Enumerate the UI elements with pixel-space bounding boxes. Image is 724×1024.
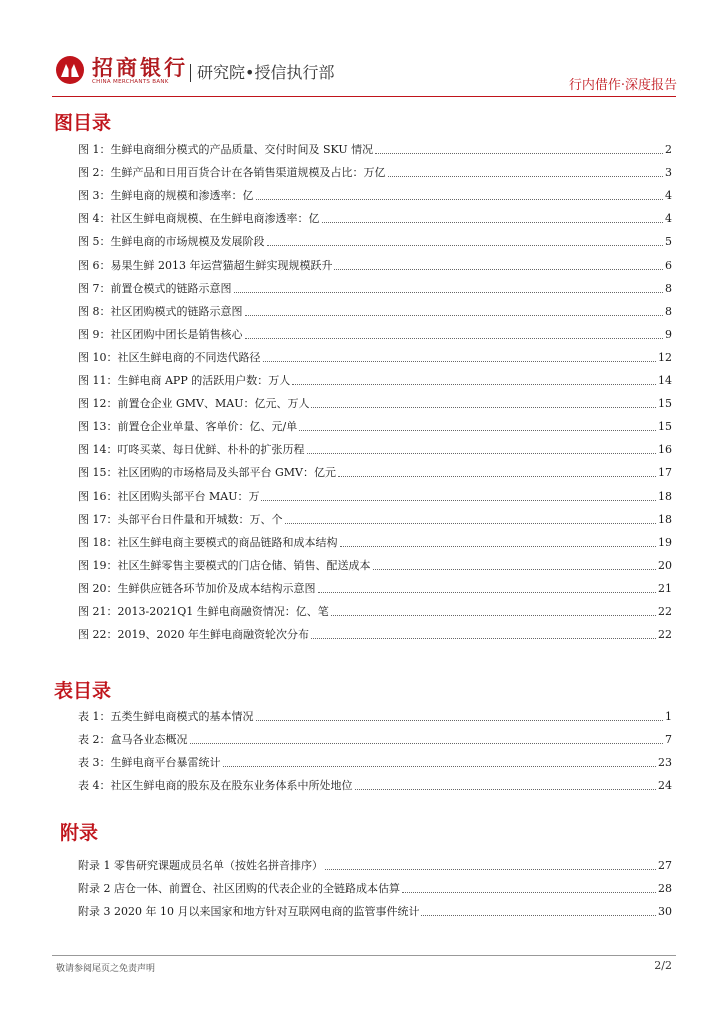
toc-entry-label: 表 3：生鲜电商平台暴雷统计 [78,756,221,770]
toc-dot-leader [331,615,656,616]
toc-dot-leader [311,407,656,408]
toc-entry-page: 22 [658,604,672,618]
toc-dot-leader [340,546,657,547]
toc-entry-page: 27 [658,859,672,873]
toc-entry-label: 图 15：社区团购的市场格局及头部平台 GMV：亿元 [78,466,336,480]
toc-entry-label: 表 2：盒马各业态概况 [78,733,188,747]
toc-entry-label: 图 2：生鲜产品和日用百货合计在各销售渠道规模及占比：万亿 [78,166,386,180]
toc-entry-label: 表 4：社区生鲜电商的股东及在股东业务体系中所处地位 [78,779,353,793]
toc-entry[interactable] [78,203,672,226]
toc-entry-page: 6 [665,258,672,272]
toc-entry-label: 图 3：生鲜电商的规模和渗透率：亿 [78,189,254,203]
toc-entry[interactable] [78,619,672,642]
toc-entry-label: 图 1：生鲜电商细分模式的产品质量、交付时间及 SKU 情况 [78,143,374,157]
toc-entry-label: 图 14：叮咚买菜、每日优鲜、朴朴的扩张历程 [78,443,305,457]
figures-title: 图目录 [54,112,112,134]
toc-entry[interactable] [78,873,672,896]
page-header [0,0,724,100]
toc-entry[interactable] [78,157,672,180]
toc-entry-label: 附录 2 店仓一体、前置仓、社区团购的代表企业的全链路成本估算 [78,882,400,896]
toc-entry[interactable] [78,573,672,596]
toc-entry[interactable] [78,770,672,793]
toc-entry-page: 4 [665,212,672,226]
toc-entry-page: 18 [658,489,672,503]
toc-dot-leader [256,199,664,200]
toc-entry-page: 3 [665,166,672,180]
toc-dot-leader [355,789,657,790]
toc-dot-leader [318,592,657,593]
toc-dot-leader [223,766,657,767]
toc-entry[interactable] [78,724,672,747]
footer-disclaimer: 敬请参阅尾页之免责声明 [56,964,156,974]
toc-dot-leader [234,292,664,293]
header-divider [52,96,676,97]
appendix-list [78,850,672,919]
toc-dot-leader [373,569,657,570]
bank-logo-icon [55,55,85,85]
toc-entry[interactable] [78,550,672,573]
toc-entry[interactable] [78,365,672,388]
toc-entry-label: 图 4：社区生鲜电商规模、在生鲜电商渗透率：亿 [78,212,320,226]
toc-entry-label: 图 8：社区团购模式的链路示意图 [78,304,243,318]
toc-entry-label: 图 16：社区团购头部平台 MAU：万 [78,489,260,503]
toc-entry-page: 19 [658,535,672,549]
toc-entry-page: 17 [658,466,672,480]
bank-name: 招商银行 [92,56,188,80]
toc-dot-leader [307,453,657,454]
toc-dot-leader [311,638,656,639]
toc-entry-page: 8 [665,281,672,295]
page-number: 2/2 [654,959,672,972]
department-name: 研究院•授信执行部 [190,64,334,82]
toc-entry[interactable] [78,273,672,296]
tables-list [78,701,672,793]
toc-entry-label: 图 22：2019、2020 年生鲜电商融资轮次分布 [78,628,309,642]
toc-dot-leader [375,153,663,154]
toc-entry-page: 1 [665,710,672,724]
bank-logo [55,55,85,85]
toc-entry-page: 18 [658,512,672,526]
appendix-title: 附录 [60,822,99,844]
toc-entry-page: 20 [658,558,672,572]
toc-entry-label: 图 5：生鲜电商的市场规模及发展阶段 [78,235,265,249]
report-type: 行内借作·深度报告 [568,78,677,93]
toc-entry[interactable] [78,180,672,203]
toc-entry-label: 图 7：前置仓模式的链路示意图 [78,281,232,295]
toc-entry-page: 24 [658,779,672,793]
toc-entry[interactable] [78,850,672,873]
toc-dot-leader [421,915,656,916]
tables-title: 表目录 [54,680,112,702]
toc-dot-leader [263,361,657,362]
toc-entry-page: 15 [658,420,672,434]
toc-entry-label: 图 17：头部平台日件量和开城数：万、个 [78,512,283,526]
toc-entry[interactable] [78,434,672,457]
toc-entry-page: 8 [665,304,672,318]
toc-dot-leader [256,720,664,721]
bank-name-english: CHINA MERCHANTS BANK [92,79,169,85]
toc-entry-label: 图 10：社区生鲜电商的不同迭代路径 [78,350,261,364]
toc-dot-leader [245,338,664,339]
toc-entry[interactable] [78,596,672,619]
toc-dot-leader [338,476,656,477]
toc-dot-leader [245,315,664,316]
toc-entry-label: 图 19：社区生鲜零售主要模式的门店仓储、销售、配送成本 [78,558,371,572]
toc-dot-leader [261,500,656,501]
toc-dot-leader [285,523,657,524]
toc-entry-label: 图 6：易果生鲜 2013 年运营猫超生鲜实现规模跃升 [78,258,333,272]
toc-entry-page: 30 [658,905,672,919]
toc-entry[interactable] [78,134,672,157]
toc-entry-label: 附录 3 2020 年 10 月以来国家和地方针对互联网电商的监管事件统计 [78,905,420,919]
toc-entry-label: 附录 1 零售研究课题成员名单（按姓名拼音排序） [78,859,323,873]
toc-dot-leader [299,430,656,431]
toc-entry[interactable] [78,701,672,724]
toc-entry[interactable] [78,896,672,919]
toc-entry[interactable] [78,388,672,411]
footer-divider [52,955,676,956]
toc-entry-label: 图 9：社区团购中团长是销售核心 [78,327,243,341]
toc-entry-page: 22 [658,628,672,642]
toc-entry-label: 图 11：生鲜电商 APP 的活跃用户数：万人 [78,374,291,388]
toc-dot-leader [402,892,656,893]
toc-entry[interactable] [78,319,672,342]
toc-dot-leader [388,176,664,177]
toc-entry[interactable] [78,411,672,434]
toc-entry[interactable] [78,296,672,319]
toc-entry[interactable] [78,480,672,503]
toc-entry[interactable] [78,249,672,272]
toc-dot-leader [292,384,656,385]
toc-entry-page: 23 [658,756,672,770]
toc-dot-leader [325,869,656,870]
toc-entry-page: 7 [665,733,672,747]
toc-dot-leader [267,245,664,246]
toc-entry-page: 4 [665,189,672,203]
toc-entry-page: 12 [658,350,672,364]
toc-entry-page: 15 [658,397,672,411]
toc-entry[interactable] [78,342,672,365]
toc-entry-page: 28 [658,882,672,896]
toc-entry-page: 16 [658,443,672,457]
toc-dot-leader [334,269,663,270]
toc-entry-label: 图 13：前置仓企业单量、客单价：亿、元/单 [78,420,298,434]
toc-entry-page: 14 [658,374,672,388]
toc-entry[interactable] [78,504,672,527]
toc-entry[interactable] [78,747,672,770]
toc-entry-page: 5 [665,235,672,249]
toc-dot-leader [322,222,664,223]
toc-entry-label: 图 20：生鲜供应链各环节加价及成本结构示意图 [78,581,316,595]
toc-entry-page: 9 [665,327,672,341]
toc-entry-page: 21 [658,581,672,595]
toc-entry[interactable] [78,226,672,249]
toc-entry-page: 2 [665,143,672,157]
toc-entry-label: 图 18：社区生鲜电商主要模式的商品链路和成本结构 [78,535,338,549]
toc-entry-label: 表 1：五类生鲜电商模式的基本情况 [78,710,254,724]
figures-list [78,134,672,642]
toc-entry[interactable] [78,527,672,550]
toc-entry-label: 图 21：2013-2021Q1 生鲜电商融资情况：亿、笔 [78,604,329,618]
toc-dot-leader [190,743,664,744]
toc-entry[interactable] [78,457,672,480]
toc-entry-label: 图 12：前置仓企业 GMV、MAU：亿元、万人 [78,397,310,411]
